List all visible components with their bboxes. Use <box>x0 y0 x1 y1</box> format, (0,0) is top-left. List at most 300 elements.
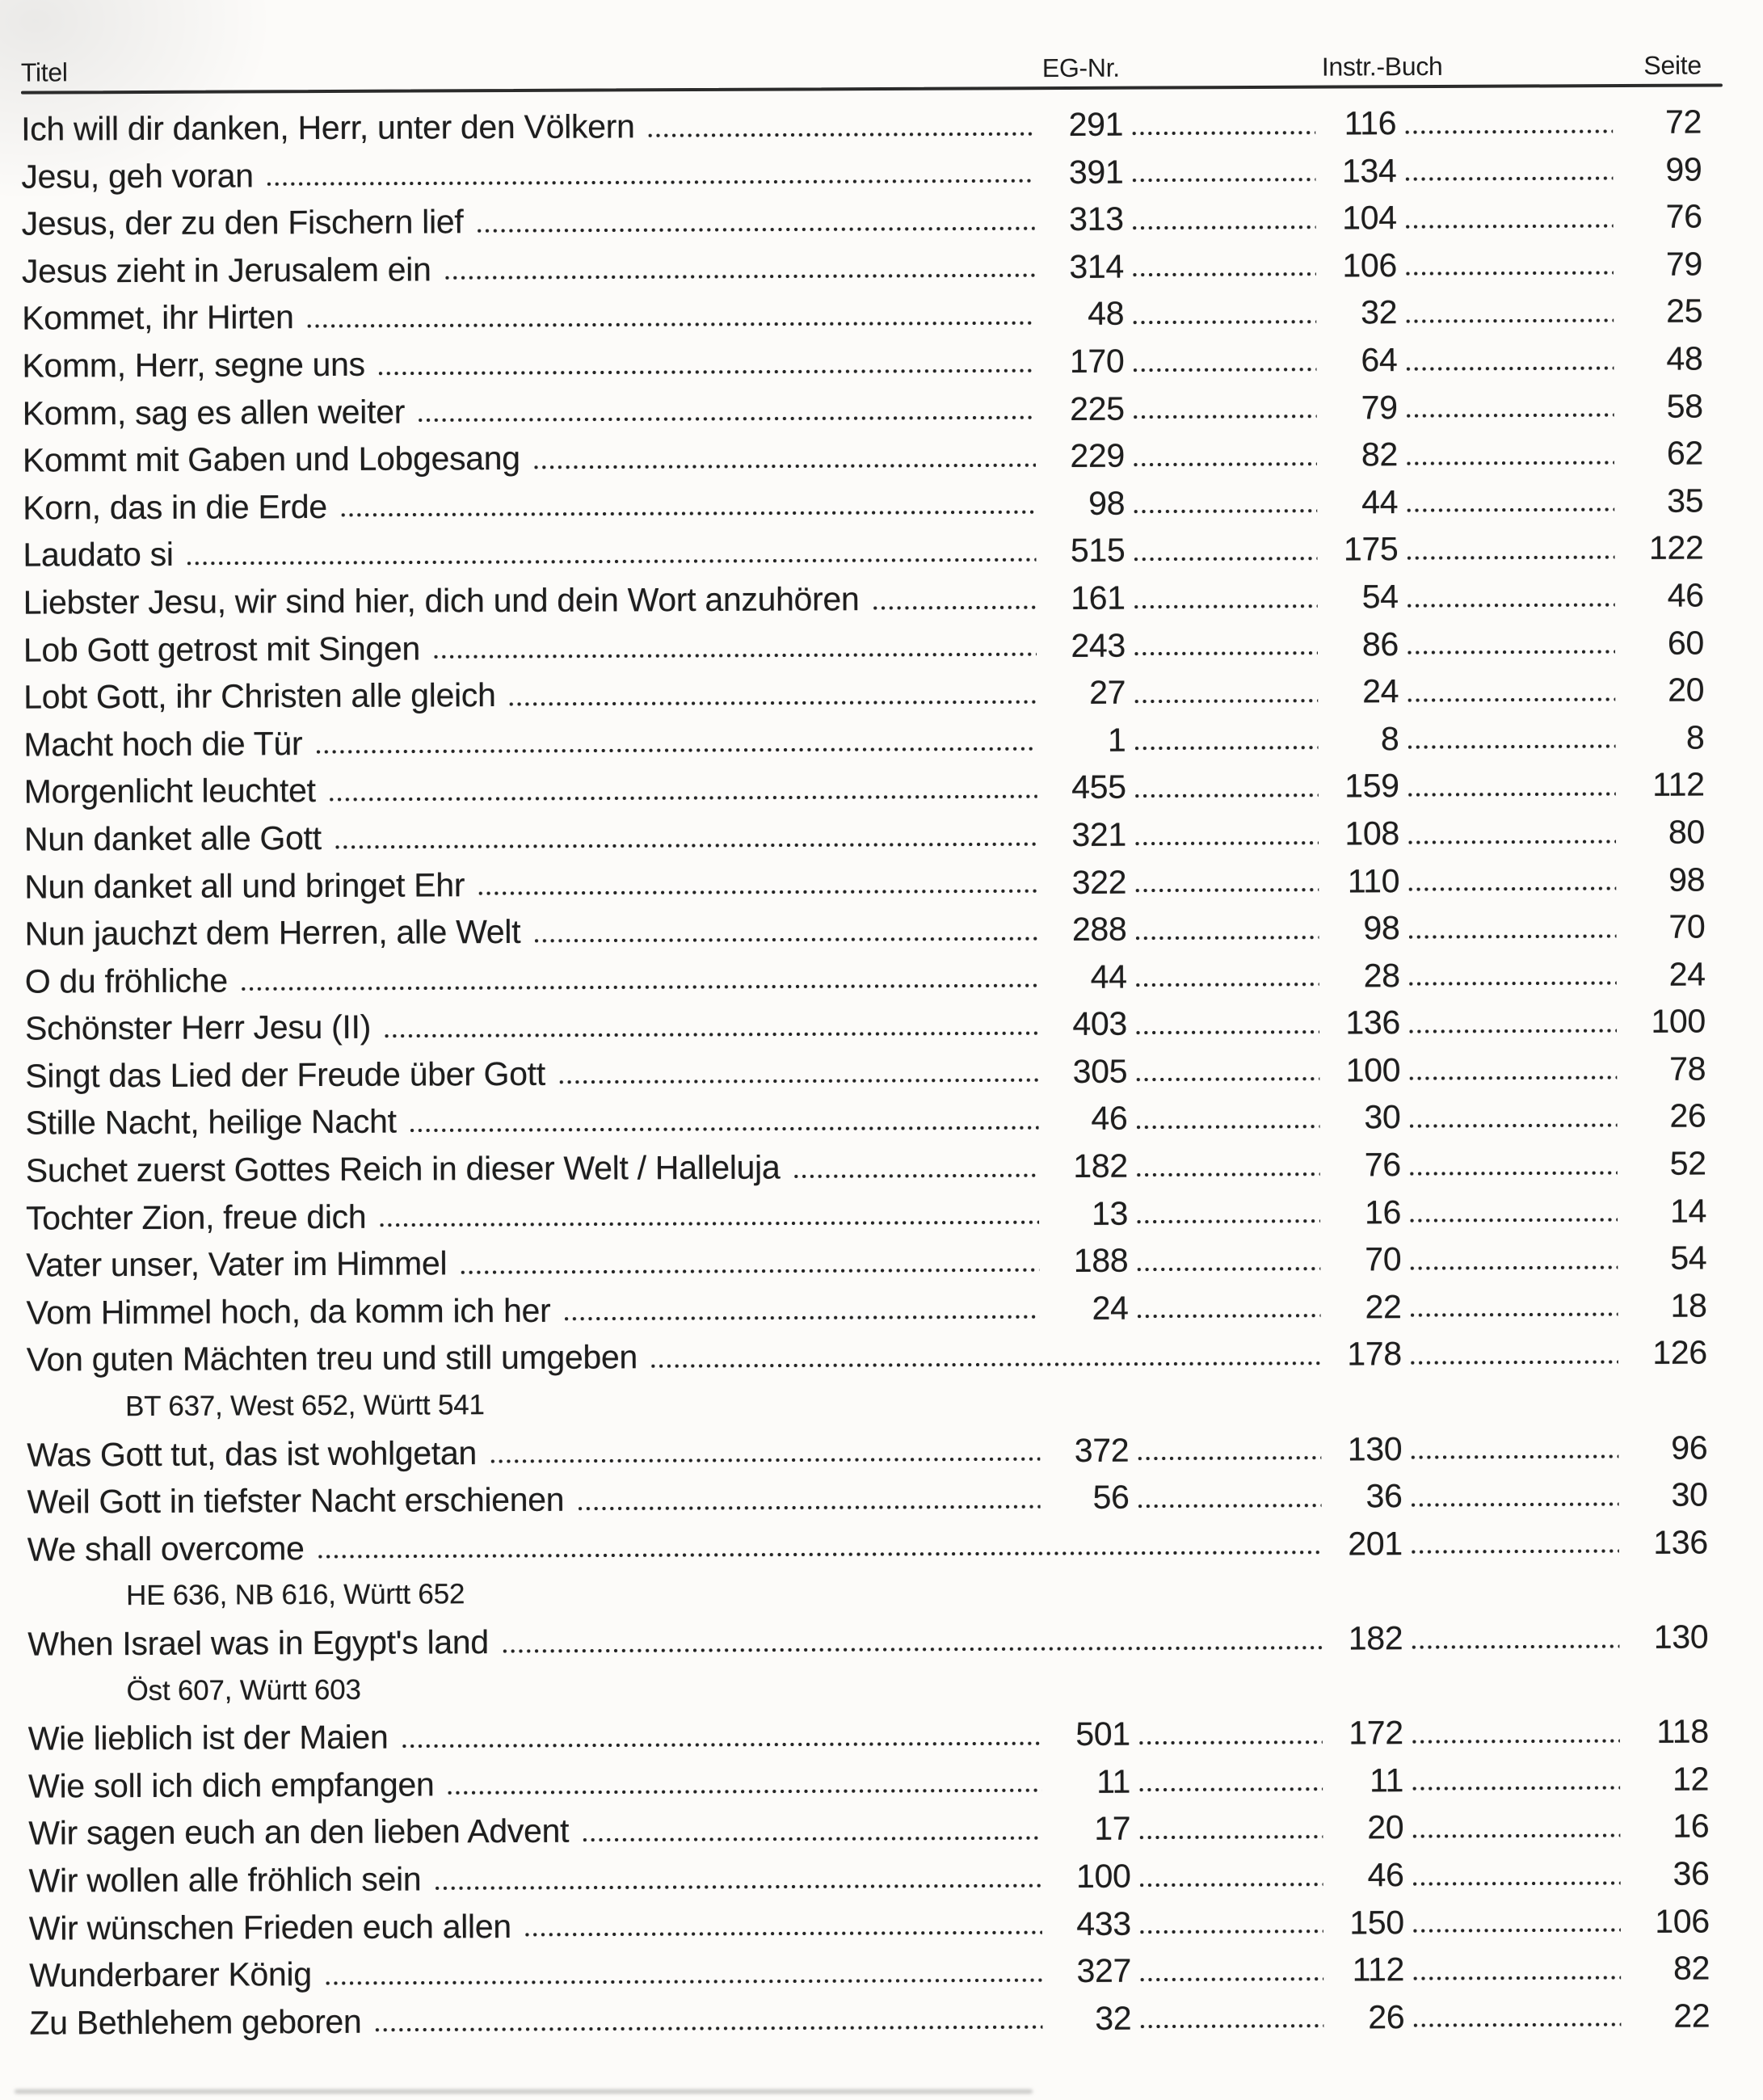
instr-buch-number: 76 <box>1364 1146 1401 1184</box>
eg-number: 313 <box>1069 200 1124 238</box>
eg-number: 305 <box>1072 1052 1128 1090</box>
instr-buch-number: 178 <box>1347 1335 1402 1373</box>
page-number: 18 <box>1670 1286 1707 1324</box>
leader-dots <box>502 1644 1322 1653</box>
leader-dots <box>1409 1170 1618 1176</box>
index-row <box>27 1329 1707 1384</box>
page-number: 30 <box>1671 1475 1708 1513</box>
leader-dots <box>1134 603 1318 609</box>
eg-number: 229 <box>1070 436 1126 475</box>
row-title: Vater unser, Vater im Himmel <box>26 1244 448 1284</box>
leader-dots <box>558 1078 1038 1086</box>
instr-buch-number: 98 <box>1363 909 1400 947</box>
leader-dots <box>1133 461 1317 467</box>
row-title: Lob Gott getrost mit Singen <box>23 629 421 669</box>
leader-dots <box>444 273 1035 281</box>
row-title: Wie soll ich dich empfangen <box>28 1765 435 1805</box>
leader-dots <box>793 1172 1038 1179</box>
page-number: 99 <box>1665 150 1702 188</box>
row-title: Komm, sag es allen weiter <box>22 393 406 432</box>
index-row <box>24 903 1705 958</box>
instr-buch-number: 24 <box>1362 672 1399 710</box>
instr-buch-number: 54 <box>1361 578 1399 616</box>
page-number: 112 <box>1652 765 1705 804</box>
index-row <box>23 713 1704 768</box>
leader-dots <box>340 510 1036 519</box>
page-number: 35 <box>1667 482 1704 520</box>
leader-dots <box>1408 1075 1617 1081</box>
instr-buch-number: 20 <box>1367 1808 1404 1846</box>
page-number: 52 <box>1669 1144 1706 1182</box>
leader-dots <box>384 1030 1038 1039</box>
page-number: 122 <box>1648 528 1704 567</box>
column-header-instr-buch: Instr.-Buch <box>1321 51 1443 82</box>
eg-number: 182 <box>1073 1147 1128 1185</box>
row-title: Nun danket alle Gott <box>23 819 322 858</box>
index-row <box>26 1140 1706 1195</box>
eg-number: 27 <box>1089 673 1126 712</box>
leader-dots <box>1407 696 1615 703</box>
leader-dots <box>1412 1738 1620 1744</box>
instr-buch-number: 172 <box>1349 1714 1403 1752</box>
column-header-titel: Titel <box>20 57 68 87</box>
leader-dots <box>1137 1313 1321 1319</box>
eg-number: 1 <box>1107 721 1126 759</box>
leader-dots <box>315 746 1037 755</box>
page-number: 54 <box>1670 1239 1707 1277</box>
page-number: 12 <box>1672 1760 1710 1798</box>
eg-number: 314 <box>1069 247 1125 285</box>
instr-buch-number: 110 <box>1347 861 1400 899</box>
index-row <box>26 1281 1706 1336</box>
row-subline: Öst 607, Württ 603 <box>126 1673 361 1707</box>
page-number: 78 <box>1669 1050 1706 1088</box>
leader-dots <box>1133 508 1317 515</box>
index-row <box>28 1708 1709 1763</box>
leader-dots <box>1411 1643 1619 1650</box>
leader-dots <box>1139 2023 1323 2030</box>
leader-dots <box>1412 1927 1621 1934</box>
eg-number: 291 <box>1068 105 1124 143</box>
page-number: 14 <box>1669 1192 1707 1230</box>
leader-dots <box>533 936 1037 944</box>
leader-dots <box>460 1267 1039 1275</box>
index-row <box>28 1755 1709 1810</box>
leader-dots <box>1132 319 1316 326</box>
leader-dots <box>410 1125 1039 1133</box>
index-row <box>27 1518 1708 1573</box>
leader-dots <box>1133 556 1317 562</box>
leader-dots <box>1136 1171 1320 1177</box>
header-spacer <box>1120 82 1322 83</box>
index-row <box>23 619 1704 674</box>
leader-dots <box>1131 129 1315 136</box>
index-row <box>23 477 1703 532</box>
leader-dots <box>433 651 1037 659</box>
index-row <box>24 808 1705 863</box>
instr-buch-number: 134 <box>1341 151 1397 190</box>
eg-number: 321 <box>1071 815 1127 853</box>
leader-dots <box>402 1740 1041 1749</box>
row-subline: HE 636, NB 616, Württ 652 <box>125 1578 465 1612</box>
leader-dots <box>476 225 1034 234</box>
leader-dots <box>1407 791 1616 797</box>
leader-dots <box>1136 1218 1320 1225</box>
leader-dots <box>1409 1122 1618 1129</box>
row-title: Ich will dir danken, Herr, unter den Völkern <box>21 107 635 148</box>
leader-dots <box>1132 224 1316 230</box>
leader-dots <box>1412 1785 1620 1791</box>
leader-dots <box>1412 1833 1620 1839</box>
leader-dots <box>1134 745 1319 751</box>
instr-buch-number: 22 <box>1365 1288 1402 1326</box>
row-title: Nun danket all und bringet Ehr <box>24 865 465 906</box>
index-row <box>23 571 1704 626</box>
index-row <box>29 1992 1710 2047</box>
leader-dots <box>1407 602 1615 608</box>
leader-dots <box>1138 1502 1322 1509</box>
row-title: Jesus zieht in Jerusalem ein <box>21 250 431 290</box>
page-number: 60 <box>1667 624 1705 662</box>
leader-dots <box>1136 1265 1320 1272</box>
eg-number: 32 <box>1095 1999 1132 2037</box>
index-row <box>24 761 1705 816</box>
leader-dots <box>1407 743 1615 750</box>
instr-buch-number: 30 <box>1364 1098 1401 1136</box>
instr-buch-number: 8 <box>1380 719 1399 758</box>
leader-dots <box>577 1504 1040 1512</box>
eg-number: 225 <box>1070 389 1125 427</box>
page-number: 26 <box>1669 1097 1706 1135</box>
leader-dots <box>335 841 1037 850</box>
page-number: 25 <box>1666 292 1703 330</box>
instr-buch-number: 64 <box>1361 341 1398 379</box>
leader-dots <box>1412 2022 1621 2028</box>
index-row <box>28 1850 1709 1905</box>
leader-dots <box>509 699 1037 707</box>
instr-buch-number: 70 <box>1365 1240 1402 1278</box>
index-row <box>29 1897 1710 1952</box>
leader-dots <box>1406 554 1614 561</box>
page-number: 58 <box>1666 387 1703 425</box>
row-title: Schönster Herr Jesu (II) <box>24 1008 372 1047</box>
leader-dots <box>318 1550 1322 1559</box>
leader-dots <box>1412 1975 1621 1981</box>
instr-buch-number: 86 <box>1361 625 1399 663</box>
row-title: Was Gott tut, das ist wohlgetan <box>27 1433 478 1474</box>
eg-number: 501 <box>1075 1715 1130 1753</box>
eg-number: 455 <box>1071 768 1126 806</box>
leader-dots <box>582 1835 1041 1842</box>
eg-number: 44 <box>1090 957 1127 995</box>
leader-dots <box>1405 318 1614 324</box>
row-title: Stille Nacht, heilige Nacht <box>25 1103 397 1143</box>
leader-dots <box>1408 933 1617 940</box>
row-title: Wir sagen euch an den lieben Advent <box>28 1812 570 1852</box>
index-row <box>24 856 1705 911</box>
leader-dots <box>490 1456 1040 1464</box>
eg-number: 24 <box>1092 1289 1129 1327</box>
leader-dots <box>1407 886 1616 892</box>
page-number: 70 <box>1668 907 1706 945</box>
row-title: Zu Bethlehem geboren <box>29 2002 362 2042</box>
eg-number: 188 <box>1073 1241 1129 1280</box>
instr-buch-number: 100 <box>1345 1051 1401 1089</box>
leader-dots <box>1139 1881 1323 1887</box>
instr-buch-number: 28 <box>1363 956 1400 995</box>
eg-number: 327 <box>1076 1951 1132 1990</box>
index-row <box>27 1614 1708 1669</box>
leader-dots <box>1137 1455 1321 1462</box>
page-number: 20 <box>1668 671 1705 709</box>
row-title: Jesu, geh voran <box>21 156 254 196</box>
index-row <box>25 950 1706 1005</box>
row-title: Weil Gott in tiefster Nacht erschienen <box>27 1480 565 1521</box>
page-number: 48 <box>1666 339 1703 377</box>
leader-dots <box>267 178 1035 187</box>
instr-buch-number: 175 <box>1343 530 1399 568</box>
leader-dots <box>1134 840 1319 846</box>
row-title: Macht hoch die Tür <box>23 724 303 764</box>
index-row <box>23 524 1703 579</box>
page-number: 16 <box>1673 1807 1710 1845</box>
index-row <box>23 667 1704 722</box>
leader-dots <box>1409 1265 1618 1271</box>
leader-dots <box>1136 1124 1320 1130</box>
row-title: Kommt mit Gaben und Lobgesang <box>22 440 520 479</box>
leader-dots <box>187 557 1037 566</box>
leader-dots <box>329 793 1037 802</box>
index-row <box>25 998 1706 1053</box>
index-row <box>28 1803 1709 1858</box>
leader-dots <box>1411 1501 1619 1508</box>
leader-dots <box>873 604 1037 611</box>
leader-dots <box>1404 128 1613 135</box>
leader-dots <box>1135 934 1319 941</box>
leader-dots <box>1135 1076 1319 1083</box>
leader-dots <box>375 2024 1043 2033</box>
eg-number: 403 <box>1072 1004 1128 1043</box>
row-title: We shall overcome <box>27 1529 305 1568</box>
eg-number: 288 <box>1071 910 1127 949</box>
leader-dots <box>1135 1029 1319 1036</box>
eg-number: 433 <box>1076 1904 1131 1942</box>
row-title: Wie lieblich ist der Maien <box>27 1718 389 1757</box>
index-row <box>25 1092 1706 1147</box>
eg-number: 391 <box>1068 153 1124 191</box>
eg-number: 11 <box>1096 1762 1131 1800</box>
row-title: Wir wünschen Frieden euch allen <box>28 1907 511 1947</box>
column-header-seite: Seite <box>1643 50 1702 80</box>
index-row <box>22 193 1702 248</box>
row-title: Kommet, ihr Hirten <box>22 298 294 338</box>
page-number: 100 <box>1651 1002 1706 1041</box>
leader-dots <box>1131 177 1315 183</box>
row-title: Suchet zuerst Gottes Reich in dieser Welt / Halleluja <box>25 1148 781 1189</box>
index-row <box>21 99 1702 154</box>
leader-dots <box>1410 1359 1618 1366</box>
row-title: Wir wollen alle fröhlich sein <box>28 1860 422 1900</box>
page-number: 126 <box>1652 1333 1707 1372</box>
row-title: Liebster Jesu, wir sind hier, dich und dein Wort anzuhören <box>23 580 860 621</box>
leader-dots <box>1133 414 1317 420</box>
instr-buch-number: 116 <box>1344 104 1397 142</box>
leader-dots <box>448 1788 1042 1796</box>
leader-dots <box>378 368 1036 377</box>
leader-dots <box>1409 1217 1618 1223</box>
index-row <box>26 1187 1706 1242</box>
leader-dots <box>418 415 1036 423</box>
leader-dots <box>1134 650 1318 657</box>
leader-dots <box>307 320 1036 329</box>
index-row <box>22 335 1702 390</box>
eg-number: 161 <box>1071 579 1126 617</box>
eg-number: 100 <box>1075 1857 1131 1895</box>
page-number: 106 <box>1655 1902 1710 1940</box>
scan-artifact <box>15 2089 1033 2094</box>
row-title: Komm, Herr, segne uns <box>22 345 365 385</box>
leader-dots <box>1406 460 1614 466</box>
page-number: 72 <box>1665 103 1702 141</box>
instr-buch-number: 16 <box>1364 1193 1402 1231</box>
leader-dots <box>1410 1454 1618 1460</box>
row-title: Wunderbarer König <box>29 1955 312 1994</box>
eg-number: 98 <box>1088 484 1126 522</box>
leader-dots <box>1405 365 1614 372</box>
row-title: Von guten Mächten treu und still umgeben <box>26 1338 638 1379</box>
page-number: 136 <box>1653 1523 1708 1561</box>
leader-dots <box>1406 412 1614 419</box>
leader-dots <box>1139 1929 1323 1935</box>
eg-number: 56 <box>1092 1478 1130 1517</box>
page-number: 8 <box>1685 718 1705 756</box>
eg-number: 515 <box>1070 532 1126 570</box>
leader-dots <box>533 462 1036 470</box>
eg-number: 48 <box>1088 295 1125 333</box>
instr-buch-number: 26 <box>1368 1997 1405 2036</box>
page-number: 82 <box>1673 1949 1710 1987</box>
index-rows <box>21 87 1710 2047</box>
row-title: Tochter Zion, freue dich <box>25 1197 367 1237</box>
leader-dots <box>478 888 1037 896</box>
leader-dots <box>1139 1976 1323 1982</box>
eg-number: 322 <box>1071 863 1127 901</box>
leader-dots <box>650 1361 1321 1370</box>
page-number: 96 <box>1671 1429 1708 1467</box>
leader-dots <box>1134 887 1319 894</box>
row-title: Nun jauchzt dem Herren, alle Welt <box>24 913 521 953</box>
row-title: Vom Himmel hoch, da komm ich her <box>26 1291 551 1332</box>
header-spacer <box>1395 81 1621 82</box>
row-title: Laudato si <box>23 536 174 574</box>
instr-buch-number: 32 <box>1361 293 1398 331</box>
instr-buch-number: 36 <box>1365 1477 1403 1515</box>
leader-dots <box>1138 1834 1323 1841</box>
leader-dots <box>379 1219 1039 1228</box>
leader-dots <box>1407 649 1615 655</box>
eg-number: 17 <box>1094 1810 1131 1848</box>
leader-dots <box>1410 1311 1618 1318</box>
instr-buch-number: 112 <box>1352 1951 1405 1988</box>
instr-buch-number: 201 <box>1348 1525 1403 1563</box>
row-title: When Israel was in Egypt's land <box>27 1623 489 1663</box>
eg-number: 170 <box>1069 342 1125 380</box>
leader-dots <box>648 131 1035 138</box>
index-row <box>25 1045 1706 1100</box>
row-title: Lobt Gott, ihr Christen alle gleich <box>23 676 496 716</box>
leader-dots <box>1132 366 1316 372</box>
leader-dots <box>1132 271 1316 278</box>
instr-buch-number: 44 <box>1361 482 1399 521</box>
eg-number: 243 <box>1071 626 1126 664</box>
column-header-eg-nr: EG-Nr. <box>1041 53 1120 83</box>
index-row <box>29 1945 1710 2000</box>
leader-dots <box>1138 1786 1323 1793</box>
page-number: 36 <box>1673 1854 1710 1892</box>
page-number: 130 <box>1653 1618 1709 1656</box>
instr-buch-number: 106 <box>1342 246 1398 284</box>
page-number: 98 <box>1668 861 1706 898</box>
page-number: 76 <box>1665 197 1702 235</box>
leader-dots <box>1405 270 1614 276</box>
leader-dots <box>1412 1880 1621 1887</box>
instr-buch-number: 136 <box>1345 1004 1401 1042</box>
page-number: 79 <box>1665 245 1703 283</box>
page-number: 24 <box>1668 955 1706 993</box>
row-title: Morgenlicht leuchtet <box>23 772 316 810</box>
leader-dots <box>1408 1028 1617 1034</box>
index-row <box>26 1235 1706 1290</box>
page-number: 22 <box>1673 1997 1710 2035</box>
instr-buch-number: 104 <box>1342 199 1397 237</box>
row-subline: BT 637, West 652, Württ 541 <box>124 1389 485 1423</box>
leader-dots <box>1134 697 1318 704</box>
row-title: Jesus, der zu den Fischern lief <box>21 203 464 242</box>
leader-dots <box>1408 980 1617 987</box>
leader-dots <box>1138 1739 1323 1745</box>
leader-dots <box>524 1930 1042 1938</box>
leader-dots <box>241 983 1038 991</box>
leader-dots <box>1406 507 1614 513</box>
instr-buch-number: 108 <box>1344 814 1400 852</box>
eg-number: 46 <box>1091 1100 1128 1138</box>
instr-buch-number: 159 <box>1344 767 1399 805</box>
row-title: O du fröhliche <box>24 962 228 1000</box>
instr-buch-number: 150 <box>1349 1903 1404 1942</box>
instr-buch-number: 79 <box>1361 388 1398 426</box>
eg-number: 13 <box>1091 1194 1129 1232</box>
leader-dots <box>1135 982 1319 988</box>
index-row <box>23 430 1703 485</box>
instr-buch-number: 11 <box>1370 1761 1404 1799</box>
page-number: 62 <box>1666 434 1704 472</box>
leader-dots <box>325 1977 1042 1986</box>
instr-buch-number: 82 <box>1361 436 1399 473</box>
leader-dots <box>1405 223 1614 229</box>
instr-buch-number: 182 <box>1348 1619 1403 1657</box>
table-header <box>21 42 1702 88</box>
leader-dots <box>1411 1548 1619 1555</box>
leader-dots <box>1404 175 1613 182</box>
page-number: 46 <box>1667 576 1704 614</box>
leader-dots <box>1407 839 1616 845</box>
row-title: Korn, das in die Erde <box>23 487 327 527</box>
index-row <box>27 1424 1707 1479</box>
index-row <box>22 288 1702 343</box>
leader-dots <box>434 1883 1041 1891</box>
page-number: 118 <box>1656 1712 1709 1751</box>
instr-buch-number: 130 <box>1347 1429 1403 1468</box>
